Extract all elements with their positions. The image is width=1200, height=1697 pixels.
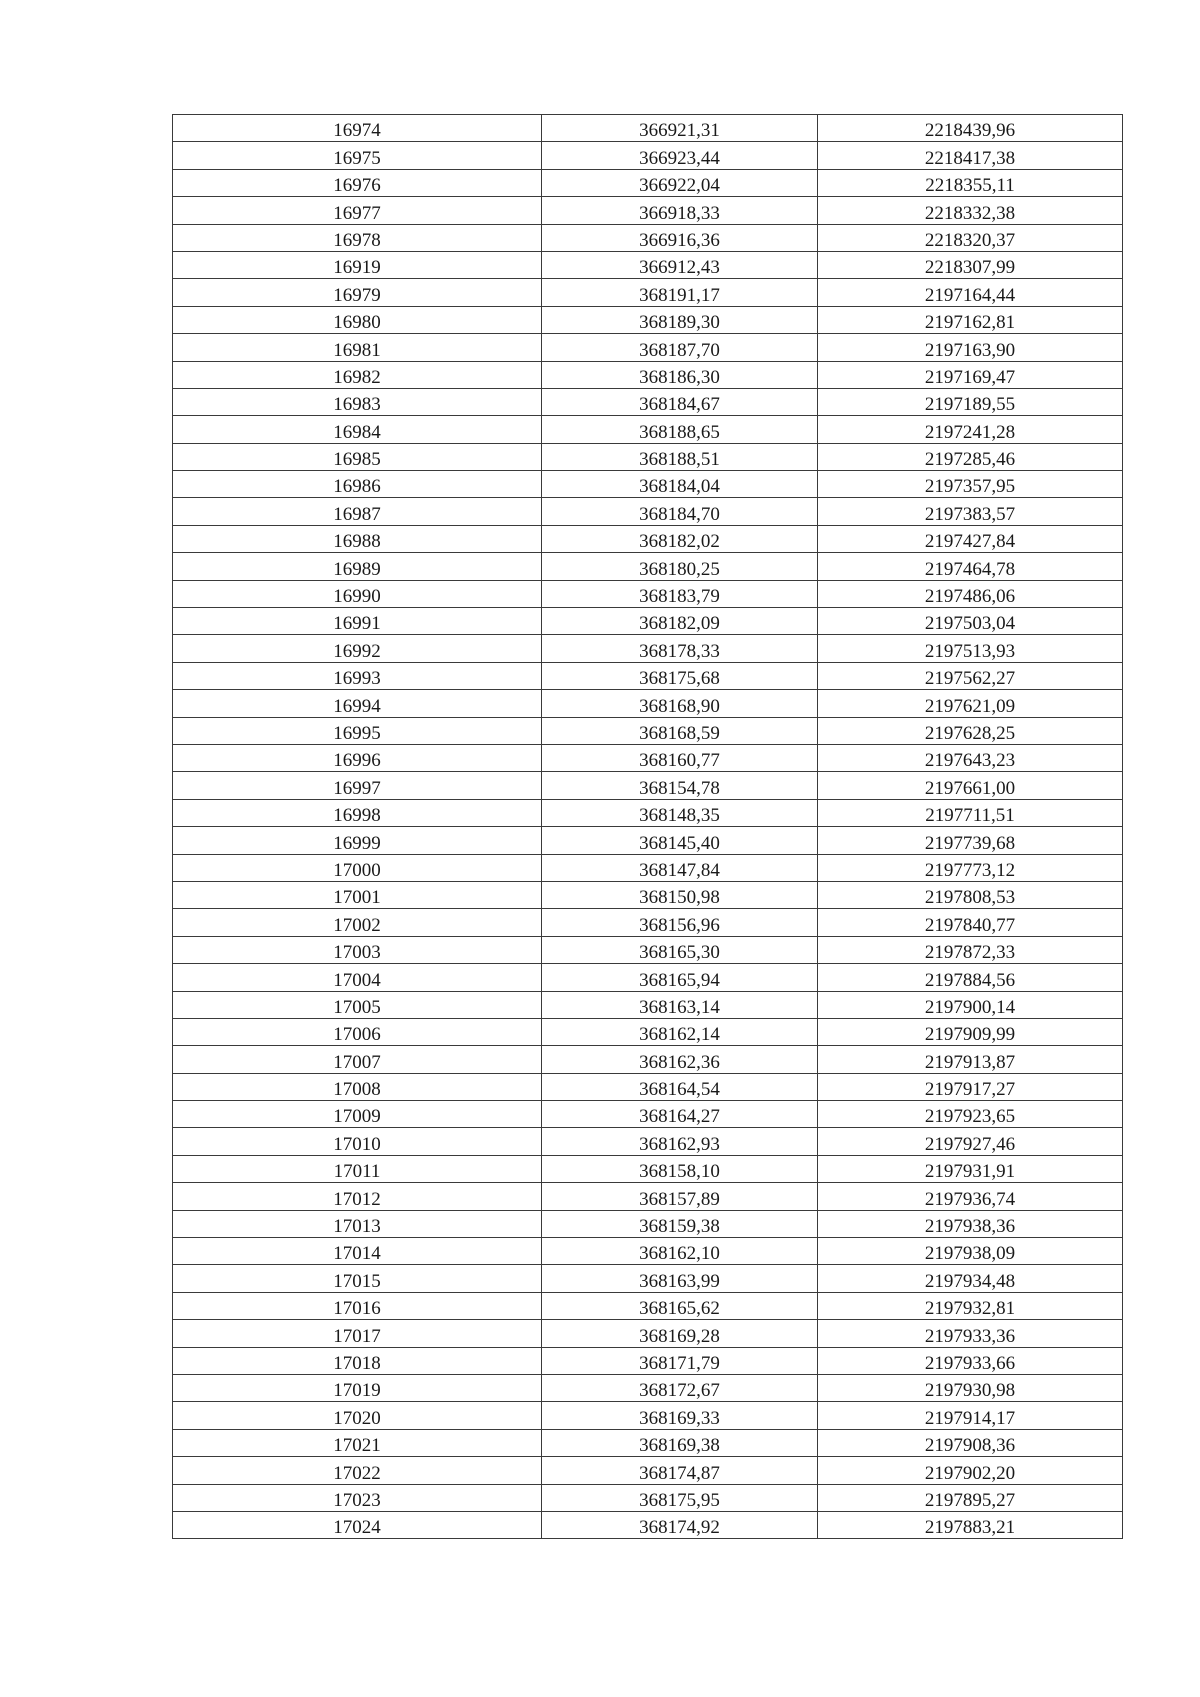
x-coordinate-cell: 366921,31	[542, 115, 818, 142]
y-coordinate-cell: 2197357,95	[818, 471, 1123, 498]
y-coordinate-cell: 2197628,25	[818, 717, 1123, 744]
x-coordinate-cell: 368165,62	[542, 1292, 818, 1319]
x-coordinate-cell: 366912,43	[542, 251, 818, 278]
table-row	[173, 334, 1123, 361]
y-coordinate-cell: 2197621,09	[818, 690, 1123, 717]
point-number-cell: 17017	[173, 1320, 542, 1347]
table-row	[173, 388, 1123, 415]
point-number-cell: 16984	[173, 416, 542, 443]
point-number-cell: 16974	[173, 115, 542, 142]
table-row	[173, 662, 1123, 689]
y-coordinate-cell: 2197938,36	[818, 1210, 1123, 1237]
table-row	[173, 525, 1123, 552]
table-row	[173, 744, 1123, 771]
point-number-cell: 17008	[173, 1073, 542, 1100]
table-row	[173, 115, 1123, 142]
y-coordinate-cell: 2218355,11	[818, 169, 1123, 196]
table-row	[173, 1018, 1123, 1045]
x-coordinate-cell: 368174,92	[542, 1511, 818, 1538]
y-coordinate-cell: 2197913,87	[818, 1046, 1123, 1073]
point-number-cell: 16995	[173, 717, 542, 744]
x-coordinate-cell: 366918,33	[542, 197, 818, 224]
table-row	[173, 799, 1123, 826]
y-coordinate-cell: 2197872,33	[818, 936, 1123, 963]
y-coordinate-cell: 2197931,91	[818, 1155, 1123, 1182]
x-coordinate-cell: 368154,78	[542, 772, 818, 799]
point-number-cell: 16996	[173, 744, 542, 771]
point-number-cell: 17013	[173, 1210, 542, 1237]
x-coordinate-cell: 366916,36	[542, 224, 818, 251]
y-coordinate-cell: 2197902,20	[818, 1457, 1123, 1484]
table-row	[173, 169, 1123, 196]
y-coordinate-cell: 2197169,47	[818, 361, 1123, 388]
y-coordinate-cell: 2197513,93	[818, 635, 1123, 662]
y-coordinate-cell: 2197661,00	[818, 772, 1123, 799]
table-row	[173, 1128, 1123, 1155]
x-coordinate-cell: 368178,33	[542, 635, 818, 662]
x-coordinate-cell: 368165,94	[542, 964, 818, 991]
table-row	[173, 251, 1123, 278]
x-coordinate-cell: 368182,02	[542, 525, 818, 552]
point-number-cell: 17019	[173, 1374, 542, 1401]
x-coordinate-cell: 368163,14	[542, 991, 818, 1018]
y-coordinate-cell: 2197933,66	[818, 1347, 1123, 1374]
x-coordinate-cell: 368182,09	[542, 608, 818, 635]
y-coordinate-cell: 2197739,68	[818, 827, 1123, 854]
x-coordinate-cell: 368163,99	[542, 1265, 818, 1292]
x-coordinate-cell: 368147,84	[542, 854, 818, 881]
point-number-cell: 17016	[173, 1292, 542, 1319]
y-coordinate-cell: 2218320,37	[818, 224, 1123, 251]
point-number-cell: 17000	[173, 854, 542, 881]
y-coordinate-cell: 2197908,36	[818, 1429, 1123, 1456]
table-row	[173, 1210, 1123, 1237]
point-number-cell: 17024	[173, 1511, 542, 1538]
table-row	[173, 827, 1123, 854]
y-coordinate-cell: 2197163,90	[818, 334, 1123, 361]
point-number-cell: 17006	[173, 1018, 542, 1045]
table-row	[173, 1402, 1123, 1429]
point-number-cell: 17003	[173, 936, 542, 963]
y-coordinate-cell: 2197503,04	[818, 608, 1123, 635]
x-coordinate-cell: 368175,68	[542, 662, 818, 689]
x-coordinate-cell: 368183,79	[542, 580, 818, 607]
point-number-cell: 16980	[173, 306, 542, 333]
table-row	[173, 361, 1123, 388]
y-coordinate-cell: 2197895,27	[818, 1484, 1123, 1511]
point-number-cell: 16983	[173, 388, 542, 415]
point-number-cell: 17023	[173, 1484, 542, 1511]
table-row	[173, 635, 1123, 662]
x-coordinate-cell: 368169,33	[542, 1402, 818, 1429]
table-row	[173, 1073, 1123, 1100]
y-coordinate-cell: 2197285,46	[818, 443, 1123, 470]
y-coordinate-cell: 2197900,14	[818, 991, 1123, 1018]
table-row	[173, 936, 1123, 963]
x-coordinate-cell: 368148,35	[542, 799, 818, 826]
table-row	[173, 1101, 1123, 1128]
x-coordinate-cell: 368157,89	[542, 1183, 818, 1210]
table-row	[173, 881, 1123, 908]
x-coordinate-cell: 368188,65	[542, 416, 818, 443]
table-row	[173, 772, 1123, 799]
point-number-cell: 17007	[173, 1046, 542, 1073]
y-coordinate-cell: 2197773,12	[818, 854, 1123, 881]
x-coordinate-cell: 368164,54	[542, 1073, 818, 1100]
x-coordinate-cell: 368164,27	[542, 1101, 818, 1128]
x-coordinate-cell: 368168,59	[542, 717, 818, 744]
table-row	[173, 991, 1123, 1018]
point-number-cell: 16976	[173, 169, 542, 196]
point-number-cell: 17002	[173, 909, 542, 936]
point-number-cell: 17005	[173, 991, 542, 1018]
table-row	[173, 1347, 1123, 1374]
x-coordinate-cell: 368162,10	[542, 1238, 818, 1265]
point-number-cell: 17010	[173, 1128, 542, 1155]
table-row	[173, 608, 1123, 635]
x-coordinate-cell: 368145,40	[542, 827, 818, 854]
y-coordinate-cell: 2197464,78	[818, 553, 1123, 580]
x-coordinate-cell: 368184,70	[542, 498, 818, 525]
point-number-cell: 16919	[173, 251, 542, 278]
y-coordinate-cell: 2218307,99	[818, 251, 1123, 278]
point-number-cell: 16993	[173, 662, 542, 689]
point-number-cell: 16998	[173, 799, 542, 826]
point-number-cell: 17020	[173, 1402, 542, 1429]
table-row	[173, 717, 1123, 744]
table-row	[173, 416, 1123, 443]
y-coordinate-cell: 2197883,21	[818, 1511, 1123, 1538]
table-row	[173, 580, 1123, 607]
y-coordinate-cell: 2197914,17	[818, 1402, 1123, 1429]
point-number-cell: 16987	[173, 498, 542, 525]
table-row	[173, 1046, 1123, 1073]
x-coordinate-cell: 368169,28	[542, 1320, 818, 1347]
table-row	[173, 1292, 1123, 1319]
y-coordinate-cell: 2197909,99	[818, 1018, 1123, 1045]
point-number-cell: 17004	[173, 964, 542, 991]
y-coordinate-cell: 2197643,23	[818, 744, 1123, 771]
x-coordinate-cell: 368156,96	[542, 909, 818, 936]
y-coordinate-cell: 2218332,38	[818, 197, 1123, 224]
point-number-cell: 16997	[173, 772, 542, 799]
x-coordinate-cell: 368175,95	[542, 1484, 818, 1511]
y-coordinate-cell: 2197383,57	[818, 498, 1123, 525]
x-coordinate-cell: 368159,38	[542, 1210, 818, 1237]
y-coordinate-cell: 2197711,51	[818, 799, 1123, 826]
x-coordinate-cell: 368169,38	[542, 1429, 818, 1456]
y-coordinate-cell: 2197808,53	[818, 881, 1123, 908]
table-row	[173, 1320, 1123, 1347]
point-number-cell: 16988	[173, 525, 542, 552]
table-row	[173, 1265, 1123, 1292]
x-coordinate-cell: 368168,90	[542, 690, 818, 717]
x-coordinate-cell: 368158,10	[542, 1155, 818, 1182]
table-row	[173, 909, 1123, 936]
table-row	[173, 854, 1123, 881]
y-coordinate-cell: 2197934,48	[818, 1265, 1123, 1292]
table-row	[173, 279, 1123, 306]
point-number-cell: 17018	[173, 1347, 542, 1374]
table-row	[173, 553, 1123, 580]
table-row	[173, 142, 1123, 169]
y-coordinate-cell: 2197932,81	[818, 1292, 1123, 1319]
point-number-cell: 17015	[173, 1265, 542, 1292]
table-row	[173, 1511, 1123, 1538]
point-number-cell: 16992	[173, 635, 542, 662]
table-row	[173, 306, 1123, 333]
x-coordinate-cell: 368165,30	[542, 936, 818, 963]
y-coordinate-cell: 2197923,65	[818, 1101, 1123, 1128]
y-coordinate-cell: 2197927,46	[818, 1128, 1123, 1155]
point-number-cell: 16979	[173, 279, 542, 306]
table-row	[173, 498, 1123, 525]
table-row	[173, 964, 1123, 991]
point-number-cell: 17009	[173, 1101, 542, 1128]
point-number-cell: 16982	[173, 361, 542, 388]
y-coordinate-cell: 2218417,38	[818, 142, 1123, 169]
point-number-cell: 17012	[173, 1183, 542, 1210]
x-coordinate-cell: 368150,98	[542, 881, 818, 908]
point-number-cell: 16991	[173, 608, 542, 635]
y-coordinate-cell: 2197427,84	[818, 525, 1123, 552]
table-row	[173, 1238, 1123, 1265]
point-number-cell: 16990	[173, 580, 542, 607]
point-number-cell: 16994	[173, 690, 542, 717]
x-coordinate-cell: 368174,87	[542, 1457, 818, 1484]
point-number-cell: 17001	[173, 881, 542, 908]
y-coordinate-cell: 2197936,74	[818, 1183, 1123, 1210]
x-coordinate-cell: 368191,17	[542, 279, 818, 306]
x-coordinate-cell: 368160,77	[542, 744, 818, 771]
point-number-cell: 16978	[173, 224, 542, 251]
table-row	[173, 1183, 1123, 1210]
coordinates-table	[172, 114, 1123, 1539]
table-row	[173, 197, 1123, 224]
x-coordinate-cell: 368162,93	[542, 1128, 818, 1155]
point-number-cell: 16999	[173, 827, 542, 854]
x-coordinate-cell: 368162,14	[542, 1018, 818, 1045]
table-row	[173, 1484, 1123, 1511]
coordinates-table-body	[173, 115, 1123, 1539]
point-number-cell: 16989	[173, 553, 542, 580]
y-coordinate-cell: 2197486,06	[818, 580, 1123, 607]
y-coordinate-cell: 2197917,27	[818, 1073, 1123, 1100]
x-coordinate-cell: 368184,04	[542, 471, 818, 498]
table-row	[173, 690, 1123, 717]
table-row	[173, 1155, 1123, 1182]
y-coordinate-cell: 2197562,27	[818, 662, 1123, 689]
point-number-cell: 16975	[173, 142, 542, 169]
y-coordinate-cell: 2197164,44	[818, 279, 1123, 306]
x-coordinate-cell: 368184,67	[542, 388, 818, 415]
y-coordinate-cell: 2197189,55	[818, 388, 1123, 415]
table-row	[173, 224, 1123, 251]
x-coordinate-cell: 368172,67	[542, 1374, 818, 1401]
table-row	[173, 443, 1123, 470]
x-coordinate-cell: 368189,30	[542, 306, 818, 333]
point-number-cell: 16981	[173, 334, 542, 361]
table-row	[173, 1374, 1123, 1401]
x-coordinate-cell: 368162,36	[542, 1046, 818, 1073]
point-number-cell: 16985	[173, 443, 542, 470]
y-coordinate-cell: 2218439,96	[818, 115, 1123, 142]
y-coordinate-cell: 2197241,28	[818, 416, 1123, 443]
x-coordinate-cell: 368180,25	[542, 553, 818, 580]
x-coordinate-cell: 366923,44	[542, 142, 818, 169]
x-coordinate-cell: 368186,30	[542, 361, 818, 388]
x-coordinate-cell: 368171,79	[542, 1347, 818, 1374]
y-coordinate-cell: 2197884,56	[818, 964, 1123, 991]
table-row	[173, 1429, 1123, 1456]
table-row	[173, 471, 1123, 498]
y-coordinate-cell: 2197933,36	[818, 1320, 1123, 1347]
point-number-cell: 17022	[173, 1457, 542, 1484]
x-coordinate-cell: 366922,04	[542, 169, 818, 196]
point-number-cell: 16977	[173, 197, 542, 224]
point-number-cell: 16986	[173, 471, 542, 498]
y-coordinate-cell: 2197930,98	[818, 1374, 1123, 1401]
point-number-cell: 17011	[173, 1155, 542, 1182]
y-coordinate-cell: 2197938,09	[818, 1238, 1123, 1265]
table-row	[173, 1457, 1123, 1484]
x-coordinate-cell: 368187,70	[542, 334, 818, 361]
y-coordinate-cell: 2197840,77	[818, 909, 1123, 936]
point-number-cell: 17014	[173, 1238, 542, 1265]
x-coordinate-cell: 368188,51	[542, 443, 818, 470]
y-coordinate-cell: 2197162,81	[818, 306, 1123, 333]
point-number-cell: 17021	[173, 1429, 542, 1456]
